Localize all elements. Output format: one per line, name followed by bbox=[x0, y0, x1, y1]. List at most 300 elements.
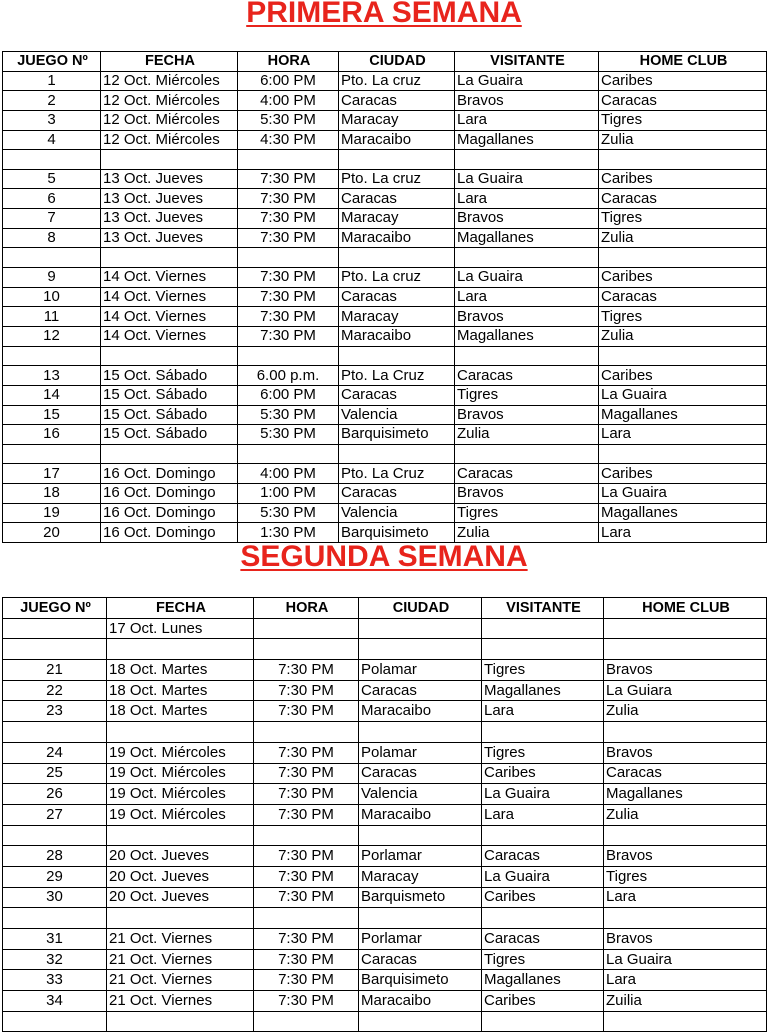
juego-cell: 34 bbox=[3, 991, 107, 1012]
fecha-cell bbox=[101, 248, 238, 268]
table-row bbox=[3, 228, 767, 248]
fecha-cell: 15 Oct. Sábado bbox=[101, 385, 238, 405]
visitante-cell bbox=[482, 825, 604, 846]
home-club-cell: Tigres bbox=[599, 209, 767, 229]
fecha-cell: 21 Oct. Viernes bbox=[107, 929, 254, 950]
fecha-cell: 16 Oct. Domingo bbox=[101, 523, 238, 543]
juego-cell: 11 bbox=[3, 307, 101, 327]
hora-cell bbox=[254, 722, 359, 743]
fecha-cell: 19 Oct. Miércoles bbox=[107, 804, 254, 825]
ciudad-cell: Barquismeto bbox=[359, 887, 482, 908]
visitante-cell: Lara bbox=[482, 701, 604, 722]
table-row bbox=[3, 268, 767, 288]
ciudad-cell: Caracas bbox=[339, 287, 455, 307]
ciudad-cell bbox=[359, 908, 482, 929]
table-row bbox=[3, 763, 767, 784]
hora-cell: 7:30 PM bbox=[238, 307, 339, 327]
hora-cell bbox=[254, 825, 359, 846]
home-club-cell: Tigres bbox=[604, 866, 767, 887]
table-row bbox=[3, 701, 767, 722]
table-row bbox=[3, 484, 767, 504]
hora-cell bbox=[254, 618, 359, 639]
visitante-cell: Caribes bbox=[482, 887, 604, 908]
juego-cell bbox=[3, 722, 107, 743]
visitante-cell: Tigres bbox=[482, 949, 604, 970]
visitante-cell: La Guaira bbox=[455, 71, 599, 91]
fecha-cell: 18 Oct. Martes bbox=[107, 680, 254, 701]
home-club-cell: Caribes bbox=[599, 169, 767, 189]
home-club-cell: Caribes bbox=[599, 366, 767, 386]
visitante-cell: Lara bbox=[455, 287, 599, 307]
spacer-row bbox=[3, 825, 767, 846]
fecha-cell: 16 Oct. Domingo bbox=[101, 503, 238, 523]
column-header-juego: JUEGO Nº bbox=[3, 598, 107, 619]
ciudad-cell: Barquisimeto bbox=[339, 425, 455, 445]
fecha-cell bbox=[107, 825, 254, 846]
juego-cell bbox=[3, 618, 107, 639]
fecha-cell bbox=[107, 908, 254, 929]
juego-cell bbox=[3, 444, 101, 464]
visitante-cell bbox=[455, 444, 599, 464]
table-row bbox=[3, 209, 767, 229]
home-club-cell: Bravos bbox=[604, 660, 767, 681]
juego-cell: 28 bbox=[3, 846, 107, 867]
home-club-cell: Zulia bbox=[599, 130, 767, 150]
home-club-cell: Lara bbox=[604, 887, 767, 908]
visitante-cell: Caracas bbox=[455, 464, 599, 484]
fecha-cell: 14 Oct. Viernes bbox=[101, 307, 238, 327]
table-row bbox=[3, 307, 767, 327]
ciudad-cell: Caracas bbox=[339, 484, 455, 504]
fecha-cell: 15 Oct. Sábado bbox=[101, 366, 238, 386]
hora-cell: 4:30 PM bbox=[238, 130, 339, 150]
home-club-cell: Magallanes bbox=[604, 784, 767, 805]
ciudad-cell: Caracas bbox=[359, 680, 482, 701]
table-row bbox=[3, 130, 767, 150]
ciudad-cell: Caracas bbox=[339, 189, 455, 209]
hora-cell: 5:30 PM bbox=[238, 405, 339, 425]
visitante-cell bbox=[455, 248, 599, 268]
hora-cell: 6:00 PM bbox=[238, 385, 339, 405]
hora-cell: 7:30 PM bbox=[254, 763, 359, 784]
ciudad-cell: Maracaibo bbox=[359, 991, 482, 1012]
ciudad-cell: Maracaibo bbox=[339, 130, 455, 150]
visitante-cell: Zulia bbox=[455, 523, 599, 543]
juego-cell: 1 bbox=[3, 71, 101, 91]
home-club-cell: La Guaira bbox=[599, 484, 767, 504]
spacer-row bbox=[3, 444, 767, 464]
hora-cell: 7:30 PM bbox=[238, 268, 339, 288]
ciudad-cell: Polamar bbox=[359, 742, 482, 763]
ciudad-cell: Pto. La Cruz bbox=[339, 366, 455, 386]
fecha-cell: 21 Oct. Viernes bbox=[107, 970, 254, 991]
ciudad-cell bbox=[359, 639, 482, 660]
fecha-cell: 13 Oct. Jueves bbox=[101, 169, 238, 189]
spacer-row bbox=[3, 639, 767, 660]
home-club-cell: Caracas bbox=[599, 189, 767, 209]
fecha-cell: 12 Oct. Miércoles bbox=[101, 91, 238, 111]
visitante-cell bbox=[482, 1011, 604, 1032]
ciudad-cell: Polamar bbox=[359, 660, 482, 681]
home-club-cell: Zulia bbox=[599, 228, 767, 248]
hora-cell bbox=[254, 639, 359, 660]
ciudad-cell: Pto. La cruz bbox=[339, 268, 455, 288]
fecha-cell bbox=[107, 1011, 254, 1032]
hora-cell: 7:30 PM bbox=[254, 991, 359, 1012]
home-club-cell bbox=[604, 618, 767, 639]
fecha-cell: 16 Oct. Domingo bbox=[101, 484, 238, 504]
home-club-cell bbox=[604, 1011, 767, 1032]
juego-cell: 21 bbox=[3, 660, 107, 681]
visitante-cell: Tigres bbox=[455, 385, 599, 405]
hora-cell bbox=[238, 150, 339, 170]
table-row bbox=[3, 287, 767, 307]
spacer-row bbox=[3, 248, 767, 268]
hora-cell: 4:00 PM bbox=[238, 91, 339, 111]
juego-cell: 24 bbox=[3, 742, 107, 763]
fecha-cell: 13 Oct. Jueves bbox=[101, 189, 238, 209]
visitante-cell: Magallanes bbox=[455, 228, 599, 248]
hora-cell: 7:30 PM bbox=[238, 287, 339, 307]
ciudad-cell bbox=[339, 346, 455, 366]
juego-cell: 18 bbox=[3, 484, 101, 504]
ciudad-cell: Caracas bbox=[339, 91, 455, 111]
juego-cell: 17 bbox=[3, 464, 101, 484]
fecha-cell: 19 Oct. Miércoles bbox=[107, 763, 254, 784]
home-club-cell: La Guiara bbox=[604, 680, 767, 701]
fecha-cell: 20 Oct. Jueves bbox=[107, 887, 254, 908]
hora-cell: 6:00 PM bbox=[238, 71, 339, 91]
juego-cell: 16 bbox=[3, 425, 101, 445]
visitante-cell bbox=[455, 346, 599, 366]
fecha-cell: 14 Oct. Viernes bbox=[101, 287, 238, 307]
table-row bbox=[3, 804, 767, 825]
fecha-cell: 21 Oct. Viernes bbox=[107, 991, 254, 1012]
table-row bbox=[3, 866, 767, 887]
hora-cell: 7:30 PM bbox=[254, 970, 359, 991]
ciudad-cell: Maracaibo bbox=[359, 804, 482, 825]
table-row bbox=[3, 929, 767, 950]
fecha-cell: 13 Oct. Jueves bbox=[101, 209, 238, 229]
table-row bbox=[3, 405, 767, 425]
fecha-cell: 20 Oct. Jueves bbox=[107, 866, 254, 887]
ciudad-cell bbox=[359, 1011, 482, 1032]
juego-cell bbox=[3, 346, 101, 366]
fecha-cell: 17 Oct. Lunes bbox=[107, 618, 254, 639]
home-club-cell: La Guaira bbox=[604, 949, 767, 970]
column-header-fecha: FECHA bbox=[101, 52, 238, 72]
hora-cell: 7:30 PM bbox=[254, 949, 359, 970]
juego-cell: 32 bbox=[3, 949, 107, 970]
home-club-cell bbox=[599, 444, 767, 464]
fecha-cell: 15 Oct. Sábado bbox=[101, 405, 238, 425]
ciudad-cell: Valencia bbox=[339, 503, 455, 523]
fecha-cell bbox=[107, 722, 254, 743]
home-club-cell: Lara bbox=[604, 970, 767, 991]
ciudad-cell: Barquisimeto bbox=[339, 523, 455, 543]
ciudad-cell bbox=[359, 722, 482, 743]
ciudad-cell: Valencia bbox=[359, 784, 482, 805]
table-row bbox=[3, 71, 767, 91]
fecha-cell: 14 Oct. Viernes bbox=[101, 326, 238, 346]
hora-cell: 5:30 PM bbox=[238, 425, 339, 445]
juego-cell: 2 bbox=[3, 91, 101, 111]
table-row bbox=[3, 991, 767, 1012]
visitante-cell: Magallanes bbox=[482, 680, 604, 701]
fecha-cell: 12 Oct. Miércoles bbox=[101, 110, 238, 130]
visitante-cell: La Guaira bbox=[482, 866, 604, 887]
table-row bbox=[3, 742, 767, 763]
ciudad-cell: Maracay bbox=[339, 110, 455, 130]
ciudad-cell: Maracay bbox=[339, 209, 455, 229]
juego-cell: 14 bbox=[3, 385, 101, 405]
home-club-cell: Caracas bbox=[604, 763, 767, 784]
hora-cell: 7:30 PM bbox=[254, 660, 359, 681]
home-club-cell: Lara bbox=[599, 425, 767, 445]
ciudad-cell: Caracas bbox=[359, 763, 482, 784]
spacer-row bbox=[3, 722, 767, 743]
hora-cell: 7:30 PM bbox=[254, 784, 359, 805]
juego-cell: 15 bbox=[3, 405, 101, 425]
home-club-cell: Caribes bbox=[599, 268, 767, 288]
ciudad-cell bbox=[339, 444, 455, 464]
juego-cell: 3 bbox=[3, 110, 101, 130]
ciudad-cell: Maracay bbox=[339, 307, 455, 327]
home-club-cell bbox=[604, 825, 767, 846]
ciudad-cell: Maracaibo bbox=[339, 326, 455, 346]
fecha-cell: 18 Oct. Martes bbox=[107, 660, 254, 681]
juego-cell: 12 bbox=[3, 326, 101, 346]
visitante-cell: Bravos bbox=[455, 209, 599, 229]
visitante-cell: Magallanes bbox=[455, 326, 599, 346]
juego-cell: 29 bbox=[3, 866, 107, 887]
home-club-cell: Caracas bbox=[599, 287, 767, 307]
juego-cell bbox=[3, 1011, 107, 1032]
table-row bbox=[3, 366, 767, 386]
juego-cell bbox=[3, 150, 101, 170]
hora-cell: 7:30 PM bbox=[254, 846, 359, 867]
juego-cell bbox=[3, 639, 107, 660]
week2-rows bbox=[3, 618, 767, 1032]
juego-cell: 9 bbox=[3, 268, 101, 288]
juego-cell bbox=[3, 248, 101, 268]
juego-cell: 22 bbox=[3, 680, 107, 701]
fecha-cell: 15 Oct. Sábado bbox=[101, 425, 238, 445]
table-row bbox=[3, 169, 767, 189]
visitante-cell: Caracas bbox=[455, 366, 599, 386]
visitante-cell: Caracas bbox=[482, 929, 604, 950]
table-row bbox=[3, 949, 767, 970]
home-club-cell: Magallanes bbox=[599, 503, 767, 523]
home-club-cell: Caribes bbox=[599, 71, 767, 91]
hora-cell: 7:30 PM bbox=[254, 887, 359, 908]
visitante-cell: Zulia bbox=[455, 425, 599, 445]
visitante-cell: Caribes bbox=[482, 763, 604, 784]
juego-cell: 30 bbox=[3, 887, 107, 908]
table-row bbox=[3, 970, 767, 991]
week2-schedule-table bbox=[2, 597, 767, 1032]
spacer-row bbox=[3, 908, 767, 929]
home-club-cell: Tigres bbox=[599, 307, 767, 327]
fecha-cell: 19 Oct. Miércoles bbox=[107, 742, 254, 763]
visitante-cell: Tigres bbox=[482, 742, 604, 763]
hora-cell: 6.00 p.m. bbox=[238, 366, 339, 386]
column-header-home-club: HOME CLUB bbox=[604, 598, 767, 619]
home-club-cell: Zulia bbox=[604, 701, 767, 722]
home-club-cell bbox=[599, 248, 767, 268]
visitante-cell: Bravos bbox=[455, 91, 599, 111]
week1-schedule-table bbox=[2, 51, 767, 543]
hora-cell: 7:30 PM bbox=[238, 209, 339, 229]
fecha-cell: 13 Oct. Jueves bbox=[101, 228, 238, 248]
home-club-cell: Bravos bbox=[604, 929, 767, 950]
hora-cell: 4:00 PM bbox=[238, 464, 339, 484]
hora-cell: 7:30 PM bbox=[254, 742, 359, 763]
hora-cell bbox=[238, 444, 339, 464]
visitante-cell: Bravos bbox=[455, 405, 599, 425]
hora-cell: 5:30 PM bbox=[238, 503, 339, 523]
week1-rows bbox=[3, 71, 767, 542]
column-header-home-club: HOME CLUB bbox=[599, 52, 767, 72]
ciudad-cell: Maracaibo bbox=[339, 228, 455, 248]
ciudad-cell: Pto. La Cruz bbox=[339, 464, 455, 484]
juego-cell: 6 bbox=[3, 189, 101, 209]
visitante-cell: Bravos bbox=[455, 307, 599, 327]
table-row bbox=[3, 503, 767, 523]
visitante-cell bbox=[482, 639, 604, 660]
ciudad-cell bbox=[339, 150, 455, 170]
visitante-cell: La Guaira bbox=[455, 169, 599, 189]
visitante-cell: Tigres bbox=[455, 503, 599, 523]
ciudad-cell: Pto. La cruz bbox=[339, 169, 455, 189]
table-row bbox=[3, 784, 767, 805]
week1-header-row bbox=[3, 52, 767, 72]
column-header-hora: HORA bbox=[238, 52, 339, 72]
juego-cell: 33 bbox=[3, 970, 107, 991]
column-header-ciudad: CIUDAD bbox=[339, 52, 455, 72]
column-header-visitante: VISITANTE bbox=[455, 52, 599, 72]
juego-cell: 8 bbox=[3, 228, 101, 248]
home-club-cell bbox=[604, 639, 767, 660]
home-club-cell bbox=[604, 722, 767, 743]
home-club-cell: Magallanes bbox=[599, 405, 767, 425]
visitante-cell: Magallanes bbox=[455, 130, 599, 150]
hora-cell: 7:30 PM bbox=[238, 326, 339, 346]
hora-cell: 7:30 PM bbox=[238, 189, 339, 209]
table-row bbox=[3, 385, 767, 405]
juego-cell: 26 bbox=[3, 784, 107, 805]
home-club-cell bbox=[599, 346, 767, 366]
fecha-cell: 16 Oct. Domingo bbox=[101, 464, 238, 484]
juego-cell: 23 bbox=[3, 701, 107, 722]
visitante-cell: La Guaira bbox=[482, 784, 604, 805]
home-club-cell: Bravos bbox=[604, 846, 767, 867]
home-club-cell: Zuilia bbox=[604, 991, 767, 1012]
visitante-cell: Tigres bbox=[482, 660, 604, 681]
table-row bbox=[3, 91, 767, 111]
fecha-cell bbox=[101, 346, 238, 366]
visitante-cell bbox=[482, 618, 604, 639]
week2-title: SEGUNDA SEMANA bbox=[240, 540, 528, 573]
juego-cell: 5 bbox=[3, 169, 101, 189]
table-row bbox=[3, 887, 767, 908]
juego-cell: 31 bbox=[3, 929, 107, 950]
visitante-cell: La Guaira bbox=[455, 268, 599, 288]
column-header-ciudad: CIUDAD bbox=[359, 598, 482, 619]
spacer-row bbox=[3, 150, 767, 170]
home-club-cell: Zulia bbox=[604, 804, 767, 825]
fecha-cell: 12 Oct. Miércoles bbox=[101, 130, 238, 150]
home-club-cell bbox=[604, 908, 767, 929]
column-header-fecha: FECHA bbox=[107, 598, 254, 619]
ciudad-cell: Caracas bbox=[339, 385, 455, 405]
ciudad-cell: Barquisimeto bbox=[359, 970, 482, 991]
visitante-cell: Lara bbox=[455, 110, 599, 130]
home-club-cell: Bravos bbox=[604, 742, 767, 763]
fecha-cell: 14 Oct. Viernes bbox=[101, 268, 238, 288]
ciudad-cell: Caracas bbox=[359, 949, 482, 970]
hora-cell: 7:30 PM bbox=[254, 701, 359, 722]
table-row bbox=[3, 618, 767, 639]
column-header-juego: JUEGO Nº bbox=[3, 52, 101, 72]
home-club-cell: Caracas bbox=[599, 91, 767, 111]
home-club-cell: Caribes bbox=[599, 464, 767, 484]
juego-cell: 25 bbox=[3, 763, 107, 784]
fecha-cell: 20 Oct. Jueves bbox=[107, 846, 254, 867]
home-club-cell: La Guaira bbox=[599, 385, 767, 405]
hora-cell: 7:30 PM bbox=[254, 804, 359, 825]
ciudad-cell bbox=[359, 825, 482, 846]
table-row bbox=[3, 326, 767, 346]
week2-header-row bbox=[3, 598, 767, 619]
hora-cell: 7:30 PM bbox=[254, 866, 359, 887]
hora-cell bbox=[254, 1011, 359, 1032]
table-row bbox=[3, 660, 767, 681]
juego-cell: 19 bbox=[3, 503, 101, 523]
visitante-cell: Caracas bbox=[482, 846, 604, 867]
visitante-cell: Lara bbox=[455, 189, 599, 209]
fecha-cell bbox=[101, 444, 238, 464]
visitante-cell: Magallanes bbox=[482, 970, 604, 991]
spacer-row bbox=[3, 346, 767, 366]
hora-cell: 7:30 PM bbox=[238, 228, 339, 248]
spacer-row bbox=[3, 1011, 767, 1032]
ciudad-cell bbox=[359, 618, 482, 639]
hora-cell bbox=[238, 346, 339, 366]
juego-cell: 27 bbox=[3, 804, 107, 825]
table-row bbox=[3, 189, 767, 209]
fecha-cell bbox=[107, 639, 254, 660]
ciudad-cell: Porlamar bbox=[359, 846, 482, 867]
juego-cell: 7 bbox=[3, 209, 101, 229]
juego-cell: 20 bbox=[3, 523, 101, 543]
fecha-cell: 12 Oct. Miércoles bbox=[101, 71, 238, 91]
table-row bbox=[3, 680, 767, 701]
table-row bbox=[3, 464, 767, 484]
juego-cell: 10 bbox=[3, 287, 101, 307]
ciudad-cell: Porlamar bbox=[359, 929, 482, 950]
hora-cell: 1:30 PM bbox=[238, 523, 339, 543]
juego-cell: 4 bbox=[3, 130, 101, 150]
home-club-cell: Tigres bbox=[599, 110, 767, 130]
home-club-cell: Zulia bbox=[599, 326, 767, 346]
juego-cell bbox=[3, 825, 107, 846]
ciudad-cell: Pto. La cruz bbox=[339, 71, 455, 91]
hora-cell: 7:30 PM bbox=[238, 169, 339, 189]
visitante-cell: Lara bbox=[482, 804, 604, 825]
ciudad-cell bbox=[339, 248, 455, 268]
ciudad-cell: Maracaibo bbox=[359, 701, 482, 722]
